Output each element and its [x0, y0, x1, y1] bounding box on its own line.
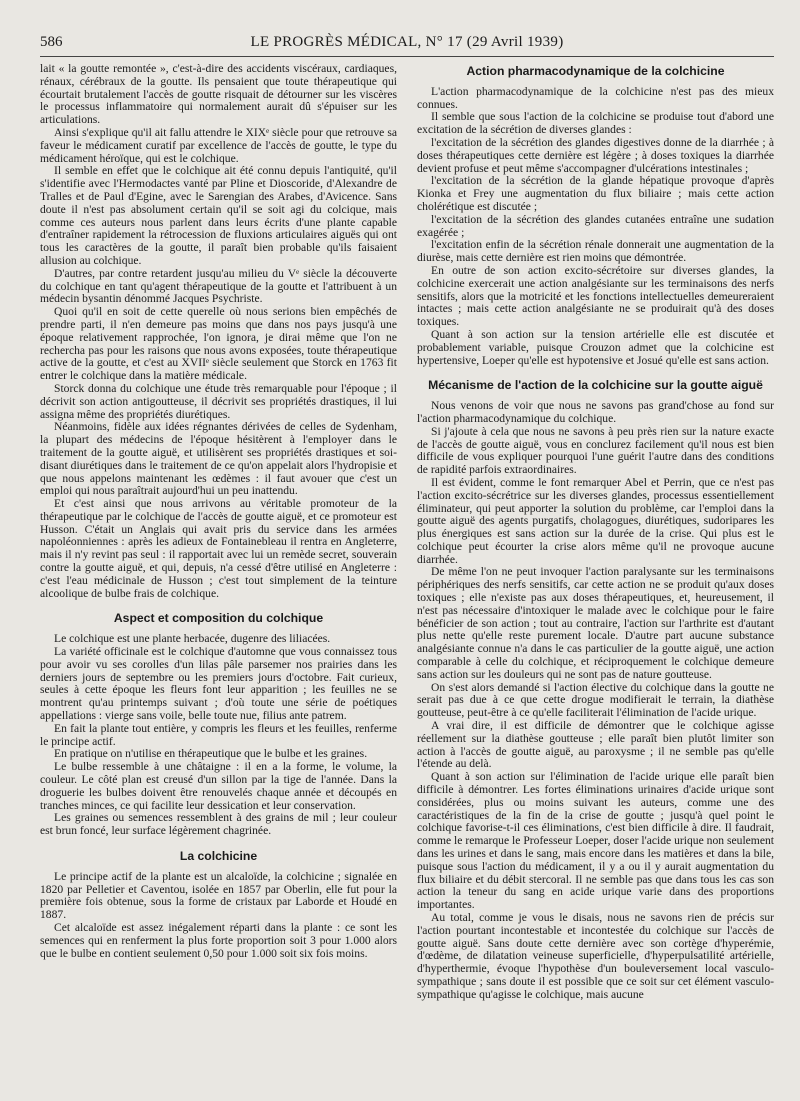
paragraph: Néanmoins, fidèle aux idées régnantes dérivées de celles de Sydenham, la plupart des médecins de l'époque hésitèrent à l'employer dans le traitement de la goutte aiguë, et utilisèrent ses propriétés drastiques et soi-disant diurétiques dans le traitement de ce qu'on appelait alors l'hydropisie et que nous appelons maintenant les œdèmes : il faut avouer que c'est un emploi qui nous paraîtrait aujourd'hui un peu inattendu.	[40, 420, 397, 498]
paragraph: Cet alcaloïde est assez inégalement réparti dans la plante : ce sont les semences qui en renferment la plus forte proportion soit 3 pour 1.000 alors que le bulbe en contient seulement 0,50 pour 1.000 soit six fois moins.	[40, 921, 397, 960]
paragraph: Ainsi s'explique qu'il ait fallu attendre le XIXᵉ siècle pour que retrouve sa faveur le médicament curatif par excellence de l'accès de goutte, le type du médicament héroïque, qui est le colchique.	[40, 125, 397, 165]
running-title: LE PROGRÈS MÉDICAL, N° 17 (29 Avril 1939)	[250, 34, 564, 50]
paragraph: Storck donna du colchique une étude très remarquable pour l'époque ; il décrivit son action antigoutteuse, il décrivit ses propriétés drastiques, il lui assigna même des propriétés diurétiques.	[40, 381, 397, 421]
paragraph: Quoi qu'il en soit de cette querelle où nous serions bien empêchés de prendre parti, il n'en demeure pas moins que dans nos pays jusqu'à une époque relativement rapprochée, l'on ignora, je dirai même que l'on ne rechercha pas pour les raisons que nous avons exposées, toute thérapeutique active de la goutte, et c'est au XVIIᵉ siècle seulement que Storck en 1763 fit entrer le colchique dans la matière médicale.	[40, 305, 397, 383]
section-heading-pharmacodynamics: Action pharmacodynamique de la colchicine	[466, 64, 725, 78]
paragraph: lait « la goutte remontée », c'est-à-dire des accidents viscéraux, cardiaques, rénaux, cérébraux de la goutte. Ils pensaient que toute thérapeutique qui écourtait brutalement l'accès de goutte risquait de détourner sur les viscères le processus inflammatoire qui normalement aurait dû s'épuiser sur les articulations.	[40, 63, 397, 127]
section-heading-aspect: Aspect et composition du colchique	[113, 611, 324, 626]
paragraph: l'excitation de la sécrétion de la glande hépatique provoque d'après Kionka et Frey une augmentation du flux biliaire ; mais cette action cholérétique est discutée ;	[417, 174, 774, 213]
paragraph: L'action pharmacodynamique de la colchicine n'est pas des mieux connues.	[417, 84, 774, 111]
paragraph: Le principe actif de la plante est un alcaloïde, la colchicine ; signalée en 1820 par Pelletier et Caventou, isolée en 1857 par Oberlin, elle fut pour la première fois obtenue, sous la forme de cristaux par Laborde et Houdé en 1887.	[40, 869, 397, 922]
paragraph: Les graines ou semences ressemblent à des grains de mil ; leur couleur est brun foncé, leur surface légèrement chagrinée.	[40, 811, 397, 838]
paragraph: En pratique on n'utilise en thérapeutique que le bulbe et les graines.	[54, 747, 368, 761]
paragraph: Quant à son action sur la tension artérielle elle est discutée et probablement variable, puisque Crouzon admet que la colchicine est hypertensive, Loeper qu'elle est hypotensive et Josué qu'elle est sans action.	[417, 327, 774, 367]
paragraph: Le colchique est une plante herbacée, dugenre des liliacées.	[54, 632, 331, 646]
left-column	[40, 63, 397, 1093]
paragraph: Si j'ajoute à cela que nous ne savons à peu près rien sur la nature exacte de l'accès de goutte aiguë, vous en conclurez facilement qu'il nous est bien difficile de vous expliquer pourquoi l'une guérit l'autre dans des conditions de rapidité parfois extraordinaires.	[417, 424, 774, 477]
paragraph: Et c'est ainsi que nous arrivons au véritable promoteur de la thérapeutique par le colchique de l'accès de goutte aiguë, et ce promoteur est Husson. C'était un Anglais qui avait pris du service dans les armées napoléonniennes : après les adieux de Fontainebleau il rentra en Angleterre, mais il n'y revint pas seul : il rapportait avec lui un remède secret, souverain contre la goutte aiguë, et qui, depuis, n'a cessé d'être utilisé en Angleterre : c'est l'eau médicinale de Husson ; c'est tout simplement de la teinture alcoolique de bulbe frais de colchique.	[40, 497, 397, 600]
section-heading-mechanism: Mécanisme de l'action de la colchicine sur la goutte aiguë	[428, 378, 763, 393]
right-column	[417, 63, 774, 1093]
page-number: 586	[40, 34, 63, 50]
paragraph: En outre de son action excito-sécrétoire sur diverses glandes, la colchicine exercerait une action analgésiante sur les terminaisons des nerfs sensitifs, alors que la motricité et les fonctions intellectuelles demeureraient intactes ; mais cette action analgésiante ne se produirait qu'à des doses toxiques.	[417, 263, 774, 329]
paragraph: Nous venons de voir que nous ne savons pas grand'chose au fond sur l'action pharmacodynamique du colchique.	[417, 399, 774, 425]
section-heading-colchicine: La colchicine	[179, 849, 258, 864]
paragraph: Il semble en effet que le colchique ait été connu depuis l'antiquité, qu'il s'identifie avec l'Hermodactes vanté par Pline et Dioscoride, d'Alexandre de Tralles et de Paul d'Egine, avec le Sarengian des Arabes, d'Avicence. Sans doute il n'est pas absolument certain qu'il se soit agi du colcique, mais comme ces auteurs nous parlent dans leurs écrits d'une plante capable d'entraîner rapidement la rétrocession de fluxions articulaires aiguës qui ont tous les caractères de la goutte, il paraît bien probable qu'ils faisaient allusion au colchique.	[40, 164, 397, 267]
paragraph: Le bulbe ressemble à une châtaigne : il en a la forme, le volume, la couleur. Le côté plan est creusé d'un sillon par la tige de l'année. Dans la droguerie les bulbes doivent être renouvelés chaque année et découpés en tranches minces, ce qui facilite leur dessication et leur conservation.	[40, 760, 397, 812]
paragraph: De même l'on ne peut invoquer l'action paralysante sur les terminaisons périphériques des nerfs sensitifs, car cette action ne se produit qu'aux doses toxiques ; elle n'existe pas aux doses thérapeutiques, et, heureusement, il n'est pas nécessaire d'intoxiquer le malade avec le colchique pour le faire bénéficier de son action ; tout au contraire, l'action sur l'arthrite est d'autant plus nette qu'elle reste purement locale. D'autre part aucune substance analgésiante connue n'a dans le cas particulier de la goutte aiguë, une action comparable à celle du colchique, et réciproquement le colchique demeure sans action sur les douleurs qui ne sont pas de nature goutteuse.	[417, 565, 774, 681]
page-header	[40, 32, 774, 57]
paragraph: Au total, comme je vous le disais, nous ne savons rien de précis sur l'action pourtant incontestable et incontestée du colchique sur l'accès de goutte aiguë. Sans doute cette dernière avec son cortège d'hyperémie, d'œdème, de dilatation veineuse superficielle, d'hyperpulsatilité artérielle, d'hyperthermie, évoque l'hypothèse d'un bouleversement local vasculo-sympathique ; sans doute il est possible que ce soit sur cet élément vasculo-sympathique qu'agisse le colchique, mais aucune	[417, 911, 774, 1001]
paragraph: Quant à son action sur l'élimination de l'acide urique elle paraît bien difficile à démontrer. Les fortes éliminations urinaires d'acide urique sont considérées, plus ou moins suivant les auteurs, comme une des caractéristiques de la fin de la crise de goutte ; jusqu'à quel point le colchique favorise-t-il ces éliminations, c'est bien difficile à dire. Il faudrait, comme le remarque le Professeur Loeper, doser l'acide urique non seulement dans les urines et dans le sang, mais encore dans les matières et dans la bile, puisque sous l'action du médicament, il y a ou il y aurait augmentation du flux biliaire et du débit stercoral. Il ne semble pas que dans tous les cas son action la teneur du sang en acide urique varie dans des proportions importantes.	[417, 770, 774, 912]
paragraph: D'autres, par contre retardent jusqu'au milieu du Vᵉ siècle la découverte du colchique en tant qu'agent thérapeutique de la goutte et l'attribuent à un médecin bysantin dénommé Jacques Psychriste.	[40, 266, 397, 306]
paragraph: A vrai dire, il est difficile de démontrer que le colchique agisse réellement sur la diathèse goutteuse ; elle paraît bien plutôt limiter son action à l'accès de goutte aiguë, au paroxysme ; il ne semble pas qu'elle l'étende au delà.	[417, 719, 774, 771]
article-body	[40, 63, 774, 1093]
paragraph: l'excitation de la sécrétion des glandes digestives donne de la diarrhée ; à doses thérapeutiques cette dernière est légère ; à doses toxiques la diarrhée devient profuse et peut même s'accompagner d'ulcérations intestinales ;	[417, 135, 774, 175]
paragraph: Il est évident, comme le font remarquer Abel et Perrin, que ce n'est pas l'action excito-sécrétrice sur les diverses glandes, processus essentiellement éliminateur, qui peut apporter la solution du problème, car l'emploi dans la goutte aiguë des agents purgatifs, cholagogues, diurétiques, sudoripares les plus énergiques est sans action sur la durée de la crise. Qui plus est le colchique peut écourter la crise alors même qu'il ne provoque aucune diarrhée.	[417, 475, 774, 566]
paragraph: Il semble que sous l'action de la colchicine se produise tout d'abord une excitation de la sécrétion de diverses glandes :	[417, 110, 774, 137]
paragraph: l'excitation enfin de la sécrétion rénale donnerait une augmentation de la diurèse, mais cette dernière est rien moins que démontrée.	[417, 238, 774, 265]
paragraph: La variété officinale est le colchique d'automne que vous connaissez tous pour avoir vu ses corolles d'un lilas pâle parsemer nos prairies dans les derniers jours de septembre ou les premiers jours d'octobre. Fait curieux, seules à cette époque les fleurs font leur apparition ; les feuilles ne se montrent qu'au printemps suivant ; d'où toute une série de poétiques appellations : vierge sans voile, belle toute nue, filius ante patrem.	[40, 645, 397, 723]
paragraph: En fait la plante tout entière, y compris les fleurs et les feuilles, renferme le principe actif.	[40, 721, 397, 748]
paragraph: On s'est alors demandé si l'action élective du colchique dans la goutte ne serait pas due à ce que cette drogue modifierait le terrain, la diathèse goutteuse, peut-être à ce qu'elle faciliterait l'élimination de l'acide urique.	[417, 680, 774, 720]
paragraph: l'excitation de la sécrétion des glandes cutanées entraîne une sudation exagérée ;	[417, 212, 774, 239]
